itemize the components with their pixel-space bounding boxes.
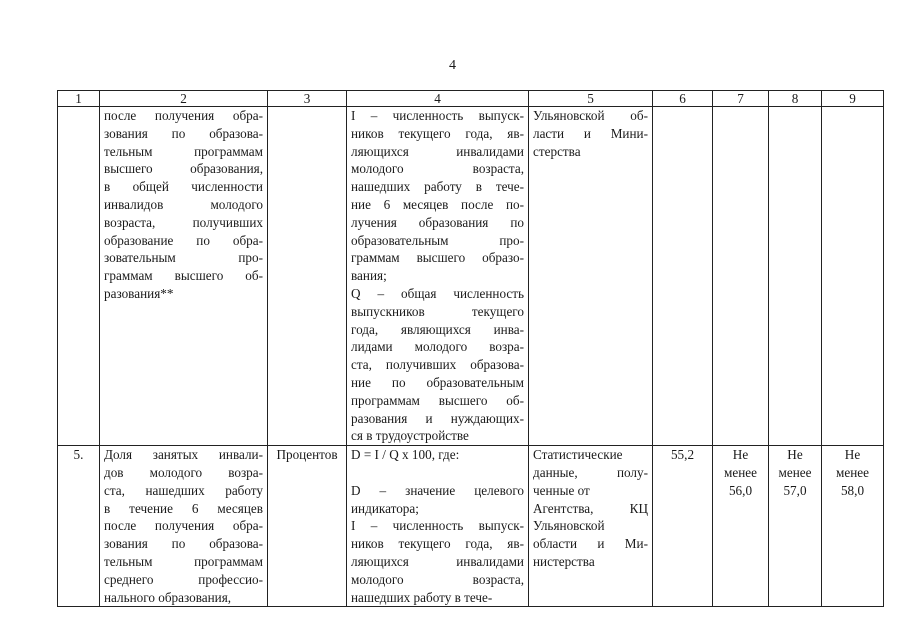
table-row (58, 446, 884, 607)
text-line: ста, нашедших работу (104, 482, 263, 498)
text-line: года, являющихся инва- (351, 321, 524, 337)
text-line: образование по обра- (104, 232, 263, 248)
text-line: области и Ми- (533, 536, 648, 552)
indicator-name-cell (100, 107, 268, 446)
text-line: в общей численности (104, 179, 263, 195)
text-line: лидами молодого возра- (351, 339, 524, 355)
text-line: 56,0 (728, 482, 753, 498)
text-line: в течение 6 месяцев (104, 500, 263, 516)
text-line: зовательным про- (104, 250, 263, 266)
value-cell (713, 107, 769, 446)
page-number: 4 (449, 58, 456, 73)
text-line: нашедших работу в тече- (351, 589, 493, 605)
text-line: молодого возраста, (351, 161, 524, 177)
text-line: Агентства, КЦ (533, 500, 648, 516)
text-line: разования и нуждающих- (351, 410, 524, 426)
text-line: после получения обра- (104, 108, 263, 123)
value-cell (822, 107, 884, 446)
text-line: граммам высшего образо- (351, 250, 524, 266)
text-line: образовательным про- (351, 232, 524, 248)
text-line: ние по образовательным (351, 374, 524, 390)
unit-cell (268, 107, 347, 446)
text-line: выпускников текущего (351, 303, 524, 319)
text-line: данные, полу- (533, 464, 648, 480)
text-line: ляющихся инвалидами (351, 553, 524, 569)
text-line: дов молодого возра- (104, 464, 263, 480)
text-line: зования по образова- (104, 125, 263, 141)
text-line: нального образования, (104, 589, 232, 605)
formula-cell (347, 446, 529, 607)
formula-cell (347, 107, 529, 446)
row-number-cell: 5. (58, 446, 100, 607)
text-line: Q – общая численность (351, 285, 524, 301)
target-value-cell (713, 446, 769, 607)
baseline-value-cell: 55,2 (653, 446, 713, 607)
text-line: ние 6 месяцев после по- (351, 196, 524, 212)
table-header-row (58, 91, 884, 107)
text-line: ласти и Мини- (533, 125, 648, 141)
text-line: I – численность выпуск- (351, 108, 524, 123)
text-line: стерства (533, 143, 581, 159)
text-line: Ульяновской (533, 518, 605, 534)
table-row (58, 107, 884, 446)
target-value-cell (822, 446, 884, 607)
text-line: зования по образова- (104, 536, 263, 552)
row-number-cell (58, 107, 100, 446)
text-line: возраста, получивших (104, 214, 263, 230)
indicator-name-cell (100, 446, 268, 607)
text-line: менее (724, 464, 757, 480)
text-line: ников текущего года, яв- (351, 125, 524, 141)
text-line: 57,0 (783, 482, 807, 498)
source-cell (529, 107, 653, 446)
value-cell (769, 107, 822, 446)
text-line: ста, получивших образова- (351, 357, 524, 373)
text-line: ников текущего года, яв- (351, 536, 524, 552)
text-line: индикатора; (351, 500, 419, 516)
text-line: Не (787, 447, 803, 463)
text-line: инвалидов молодого (104, 196, 263, 212)
text-line: тельным программам (104, 553, 263, 569)
header-cell: 8 (769, 91, 822, 107)
text-line: Не (732, 447, 749, 463)
text-line: разования** (104, 285, 174, 301)
target-value-cell (769, 446, 822, 607)
text-line: D – значение целевого (351, 482, 524, 498)
header-cell: 7 (713, 91, 769, 107)
text-line: 58,0 (840, 482, 865, 498)
header-cell: 9 (822, 91, 884, 107)
text-line: I – численность выпуск- (351, 518, 524, 534)
text-line: нашедших работу в тече- (351, 179, 524, 195)
text-line: ченные от (533, 482, 590, 498)
text-line: ляющихся инвалидами (351, 143, 524, 159)
text-line: вания; (351, 268, 387, 284)
text-line: высшего образования, (104, 161, 263, 177)
unit-cell: Процентов (268, 446, 347, 607)
text-line: граммам высшего об- (104, 268, 263, 284)
text-line: менее (836, 464, 869, 480)
text-line: тельным программам (104, 143, 263, 159)
text-line: D = I / Q x 100, где: (351, 447, 460, 463)
header-cell: 6 (653, 91, 713, 107)
text-line: молодого возраста, (351, 571, 524, 587)
text-line: программам высшего об- (351, 392, 524, 408)
header-cell: 2 (100, 91, 268, 107)
header-cell: 4 (347, 91, 529, 107)
text-line (351, 464, 524, 482)
source-cell (529, 446, 653, 607)
text-line: Не (844, 447, 861, 463)
text-line: нистерства (533, 553, 595, 569)
text-line: Ульяновской об- (533, 108, 648, 123)
text-line: Статистические (533, 447, 623, 463)
value-cell (653, 107, 713, 446)
text-line: среднего профессио- (104, 571, 263, 587)
text-line: после получения обра- (104, 518, 263, 534)
text-line: менее (778, 464, 812, 480)
indicator-table (57, 90, 884, 607)
header-cell: 1 (58, 91, 100, 107)
header-cell: 5 (529, 91, 653, 107)
text-line: лучения образования по (351, 214, 524, 230)
header-cell: 3 (268, 91, 347, 107)
text-line: Доля занятых инвали- (104, 447, 263, 463)
text-line: ся в трудоустройстве (351, 428, 469, 444)
